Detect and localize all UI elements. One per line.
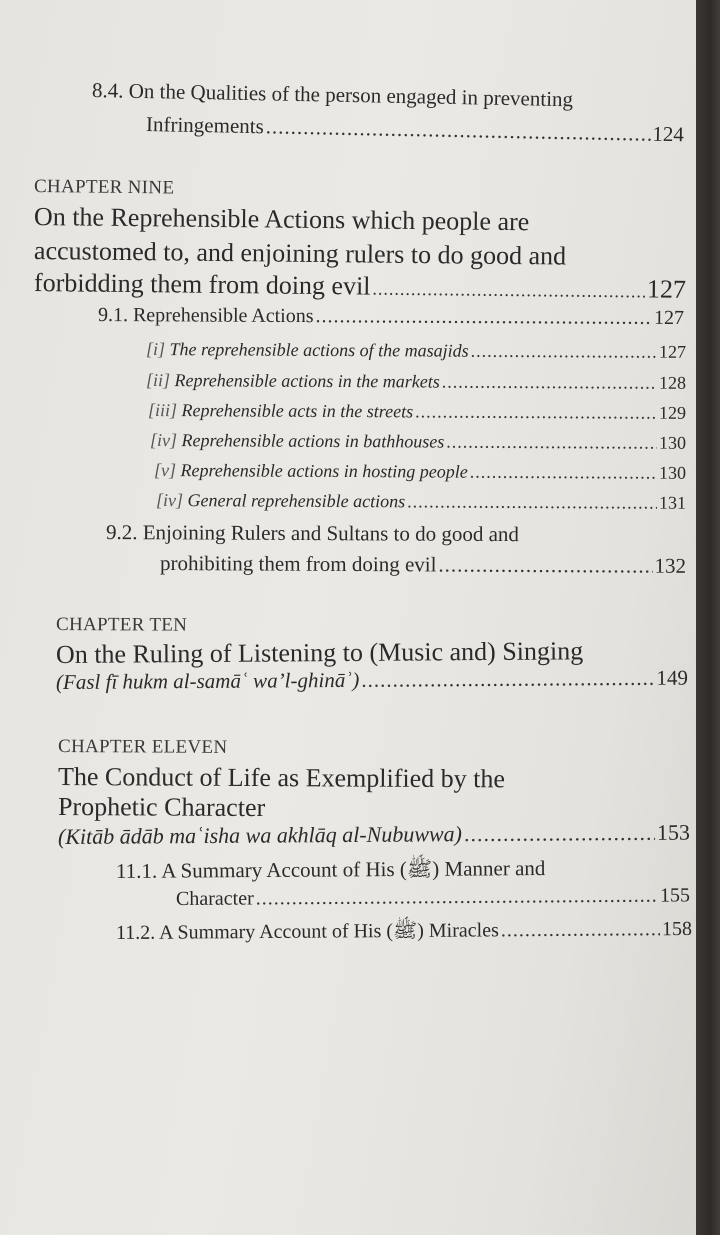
toc-8-4-title-line1: On the Qualities of the person engaged in preventing: [128, 78, 574, 112]
toc-8-4-line2: [146, 112, 684, 147]
toc-9-2-line2: [160, 551, 686, 579]
toc-11-1-line1: 11.1. A Summary Account of His (ﷺ) Manner and: [115, 856, 546, 883]
toc-11-2-page: 158: [661, 917, 693, 941]
chapter-nine-title-line1: On the Reprehensible Actions which people are: [33, 202, 530, 237]
chapter-nine-page: 127: [646, 274, 687, 304]
sub-entry-title: Reprehensible actions in the markets: [174, 370, 440, 392]
chapter-eleven-label: CHAPTER ELEVEN: [57, 736, 228, 758]
sub-entry-mark: [iii]: [147, 400, 178, 421]
toc-9-1-page: 127: [653, 306, 685, 330]
chapter-nine-label: CHAPTER NINE: [33, 176, 175, 199]
sub-entry-title: Reprehensible actions in bathhouses: [181, 430, 445, 452]
sub-entry-title: The reprehensible actions of the masajids: [169, 339, 469, 361]
sub-entry-mark: [v]: [153, 460, 177, 481]
toc-11-2: [116, 916, 692, 949]
leader-dots: [470, 462, 657, 484]
sub-entry-mark: [ii]: [145, 370, 171, 391]
toc-8-4-page: 124: [652, 121, 685, 147]
toc-sub-entry: [148, 400, 686, 424]
leader-dots: [438, 552, 652, 578]
leader-dots: [442, 372, 657, 394]
book-spine: [696, 0, 720, 1235]
leader-dots: [361, 666, 654, 693]
toc-11-1-title-line2: Character: [175, 887, 254, 910]
toc-9-1-title: 9.1. Reprehensible Actions: [97, 304, 314, 328]
chapter-ten-title-line2: [56, 666, 688, 695]
toc-9-2-page: 132: [654, 553, 687, 578]
toc-sub-entry: [146, 339, 686, 363]
sub-entry-mark: [i]: [145, 339, 166, 360]
toc-sub-entry: [150, 430, 686, 454]
toc-sub-entry: [156, 490, 686, 514]
sub-entry-page: 130: [658, 462, 687, 483]
chapter-eleven-title-line3: [58, 820, 690, 850]
chapter-eleven-page: 153: [656, 819, 691, 845]
toc-8-4-title: [92, 78, 574, 112]
leader-dots: [415, 401, 657, 423]
leader-dots: [315, 305, 652, 330]
sub-entry-title: Reprehensible actions in hosting people: [180, 460, 468, 482]
toc-11-2-title: 11.2. A Summary Account of His (ﷺ) Miracles: [115, 919, 499, 944]
toc-sub-entry: [154, 460, 686, 484]
toc-11-1-line2: [176, 884, 690, 911]
leader-dots: [464, 820, 655, 847]
chapter-ten-transliteration: (Fasl fī hukm al-samāʿ wa’l-ghināʾ): [55, 667, 360, 694]
sub-entry-page: 129: [658, 402, 687, 423]
leader-dots: [446, 432, 657, 454]
sub-entry-page: 131: [658, 492, 687, 513]
chapter-nine-title-line3-text: forbidding them from doing evil: [33, 268, 371, 301]
leader-dots: [372, 279, 645, 303]
sub-entry-mark: [iv]: [149, 430, 178, 451]
leader-dots: [471, 341, 657, 363]
toc-8-4-number: 8.4.: [91, 78, 124, 103]
sub-entry-page: 127: [658, 341, 687, 362]
leader-dots: [266, 114, 651, 146]
leader-dots: [501, 918, 660, 942]
leader-dots: [407, 491, 657, 513]
sub-entry-mark: [iv]: [155, 490, 184, 511]
leader-dots: [256, 885, 658, 911]
toc-11-1-page: 155: [659, 884, 691, 907]
chapter-eleven-title-line1: The Conduct of Life as Exemplified by the: [57, 762, 506, 794]
toc-9-2-title-line2: prohibiting them from doing evil: [159, 551, 437, 577]
toc-9-2-line1: 9.2. Enjoining Rulers and Sultans to do good and: [105, 520, 520, 547]
sub-entry-page: 130: [658, 432, 687, 453]
chapter-nine-title-line3: [34, 268, 686, 305]
toc-8-4-title-line2: Infringements: [145, 112, 265, 139]
chapter-ten-label: CHAPTER TEN: [55, 614, 188, 636]
sub-entry-title: General reprehensible actions: [187, 490, 406, 512]
chapter-ten-title-line1: On the Ruling of Listening to (Music and) Singing: [55, 636, 584, 669]
chapter-eleven-transliteration: (Kitāb ādāb maʿisha wa akhlāq al-Nubuwwa): [57, 821, 463, 849]
toc-sub-entry: [146, 370, 686, 394]
chapter-nine-title-line2: accustomed to, and enjoining rulers to do good and: [33, 236, 567, 271]
toc-9-1: [98, 304, 684, 330]
chapter-eleven-title-line2: Prophetic Character: [57, 792, 266, 823]
sub-entry-title: Reprehensible acts in the streets: [181, 400, 414, 422]
sub-entry-page: 128: [658, 372, 687, 393]
chapter-ten-page: 149: [656, 665, 689, 690]
